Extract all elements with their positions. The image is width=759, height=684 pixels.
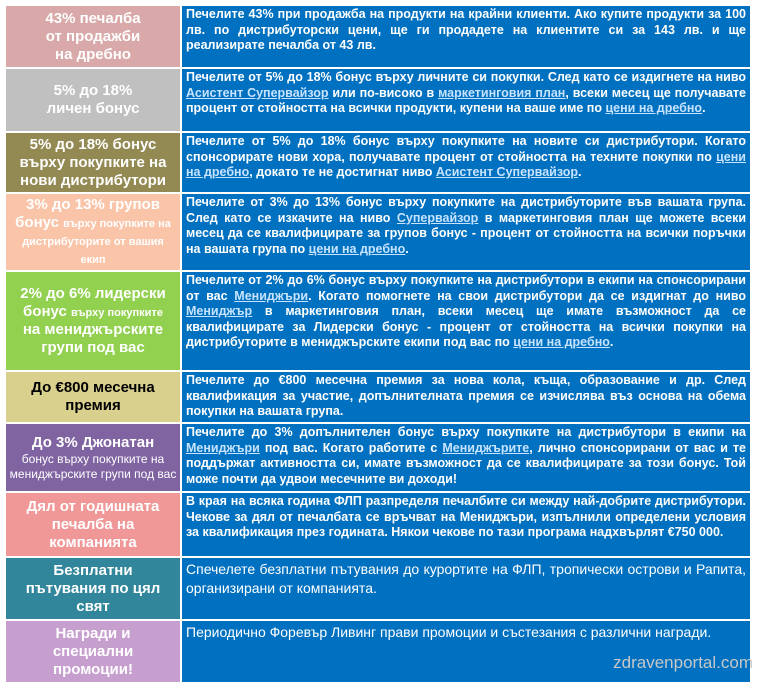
link-retail-prices[interactable]: цени на дребно [605,101,703,116]
profit-share-description: В края на всяка година ФЛП разпределя печалбите си между най-добрите дистрибутори. Чекове за дял от печалбата се връчват на Мениджъри, изпълнили определени условия за квалификация през годината. Някои чекове по тази програма надхвърлят €750 000. [182,493,750,556]
plan-row-monthly-premium [6,372,750,422]
plan-row-leadership-bonus [6,272,750,370]
monthly-premium-description: Печелите до €800 месечна премия за нова кола, къща, образование и др. След квалификация за участие, допълнителната премия се изчислява въз основа на обема покупки на вашата група. [182,372,750,422]
link-managers[interactable]: Мениджъри [186,440,260,455]
plan-row-personal-bonus [6,69,750,131]
awards-description: Периодично Форевър Ливинг прави промоции и състезания с различни награди. [182,621,750,682]
plan-row-group-bonus [6,194,750,270]
personal-bonus-description: Печелите от 5% до 18% бонус върху личните си покупки. След като се издигнете на ниво Асистент Супервайзор или по-високо в маркетинговия план, всеки месец ще получавате процент от стойността на всички продукти, купени на ваше име по цени на дребно. [182,69,750,131]
link-retail-prices[interactable]: цени на дребно [513,335,610,350]
watermark: zdravenportal.com [613,653,753,672]
link-managers[interactable]: Мениджъри [234,288,309,303]
retail-profit-description: Печелите 43% при продажба на продукти на крайни клиенти. Ако купите продукти за 100 лв. по дистрибуторски цени, ще ги продадете на клиентите си за 143 лв. и ще реализирате печалба от 43 лв. [182,6,750,67]
link-assistant-supervisor[interactable]: Асистент Супервайзор [186,85,329,100]
profit-share-label: Дял от годишната печалба на компанията [6,493,180,556]
link-managers-2[interactable]: Мениджърите [442,440,530,455]
jonathan-bonus-label: До 3% Джонатан бонус върху покупките на мениджърските групи под вас [6,424,180,491]
retail-profit-label: 43% печалба от продажби на дребно [6,6,180,67]
link-assistant-supervisor[interactable]: Асистент Супервайзор [435,165,579,180]
free-travel-description: Спечелете безплатни пътувания до курортите на ФЛП, тропически острови и Рапита, организирани от компанията. [182,558,750,619]
link-retail-prices[interactable]: цени на дребно [186,149,746,180]
group-bonus-label: 3% до 13% групов бонус върху покупките на дистрибуторите от вашия екип [6,194,180,270]
leadership-bonus-label: 2% до 6% лидерски бонус върху покупките на мениджърските групи под вас [6,272,180,370]
plan-row-retail-profit [6,6,750,67]
link-supervisor[interactable]: Супервайзор [396,210,479,225]
new-distributor-bonus-label: 5% до 18% бонус върху покупките на нови дистрибутори [6,133,180,192]
personal-bonus-label: 5% до 18% личен бонус [6,69,180,131]
group-bonus-description: Печелите от 3% до 13% бонус върху покупките на дистрибуторите във вашата група. След като се изкачите на ниво Супервайзор в маркетинговия план ще можете всеки месец да се квалифицирате за групов бонус - процент от стойността на всички поръчки на вашата група по цени на дребно. [182,194,750,270]
jonathan-bonus-description: Печелите до 3% допълнителен бонус върху покупките на дистрибутори в екипи на Мениджъри под вас. Когато работите с Мениджърите, лично спонсорирани от вас и те поддържат активността си, имате възможност да се квалифицирате за този бонус. Той може почти да удвои месечните ви доходи! [182,424,750,491]
free-travel-label: Безплатни пътувания по цял свят [6,558,180,619]
plan-row-new-distributor-bonus [6,133,750,192]
new-distributor-bonus-description: Печелите от 5% до 18% бонус върху покупките на новите си дистрибутори. Когато спонсорирате нови хора, получавате процент от стойността на техните покупки по цени на дребно, докато те не достигнат ниво Асистент Супервайзор. [182,133,750,192]
link-marketing-plan[interactable]: маркетинговия план [438,85,566,100]
leadership-bonus-description: Печелите от 2% до 6% бонус върху покупките на дистрибутори в екипи на спонсорирани от вас Мениджъри. Когато помогнете на свои дистрибутори да се издигнат до ниво Мениджър в маркетинговия план, всеки месец ще имате възможност да се квалифицирате за Лидерски бонус - процент от стойността на всички покупки на дистрибуторите в мениджърските екипи под вас по цени на дребно. [182,272,750,370]
link-retail-prices[interactable]: цени на дребно [308,241,406,256]
plan-row-jonathan-bonus [6,424,750,491]
plan-row-free-travel [6,558,750,619]
awards-label: Награди и специални промоции! [6,621,180,682]
compensation-plan-table [4,4,752,684]
monthly-premium-label: До €800 месечна премия [6,372,180,422]
plan-row-profit-share [6,493,750,556]
link-manager[interactable]: Мениджър [186,304,253,319]
